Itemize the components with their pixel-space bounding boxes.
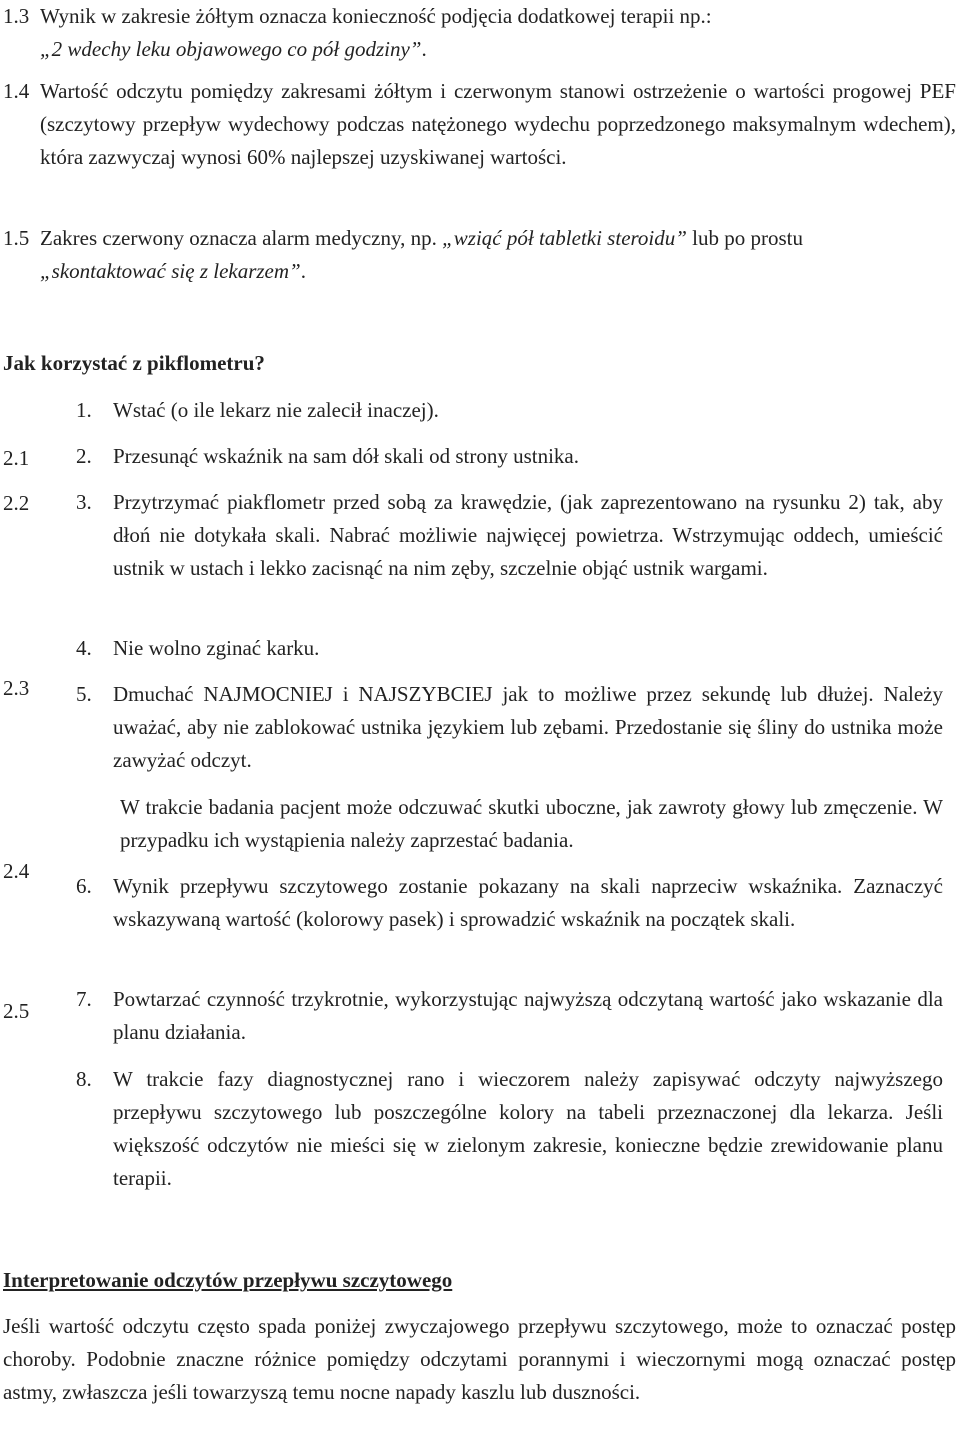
step-number: 8. — [76, 1067, 92, 1091]
step-number: 4. — [76, 636, 92, 660]
item-number: 1.5 — [3, 226, 30, 250]
section-heading: Interpretowanie odczytów przepływu szczytowego — [3, 1268, 453, 1292]
margin-label: 2.5 — [3, 999, 30, 1023]
step-text: Wstać (o ile lekarz nie zalecił inaczej). — [113, 398, 439, 422]
item-quote: „wziąć pół tabletki steroidu” — [442, 226, 687, 250]
step-text: Nie wolno zginać karku. — [113, 636, 320, 660]
item-number: 1.3 — [3, 4, 30, 28]
step-text: W trakcie fazy diagnostycznej rano i wieczorem należy zapisywać odczyty najwyższego przepływu szczytowego lub poszczególne kolory na tabeli przeznaczonej dla lekarza. Jeśli większość odczytów nie mieści się w zielonym zakresie, konieczne będzie zrewidowanie planu terapii. — [113, 1067, 943, 1190]
margin-label: 2.4 — [3, 859, 30, 883]
section-paragraph: Jeśli wartość odczytu często spada poniżej zwyczajowego przepływu szczytowego, może to oznaczać postęp choroby. Podobnie znaczne różnice pomiędzy odczytami porannymi i wieczornymi mogą oznaczać postęp astmy, zwłaszcza jeśli towarzyszą temu nocne napady kaszlu lub duszności. — [3, 1314, 956, 1404]
step-text: Powtarzać czynność trzykrotnie, wykorzystując najwyższą odczytaną wartość jako wskazanie dla planu działania. — [113, 987, 943, 1044]
step-number: 7. — [76, 987, 92, 1011]
item-text: Zakres czerwony oznacza alarm medyczny, np. „wziąć pół tabletki steroidu” lub po prostu „skontaktować się z lekarzem”. — [40, 226, 804, 283]
step-number: 3. — [76, 490, 92, 514]
step-text: Dmuchać NAJMOCNIEJ i NAJSZYBCIEJ jak to możliwe przez sekundę lub dłużej. Należy uważać, aby nie zablokować ustnika językiem lub zębami. Przedostanie się śliny do ustnika może zawyżać odczyt. — [113, 682, 943, 772]
margin-label: 2.2 — [3, 491, 30, 515]
margin-label: 2.3 — [3, 676, 30, 700]
step-note-text: W trakcie badania pacjent może odczuwać skutki uboczne, jak zawroty głowy lub zmęczenie. W przypadku ich wystąpienia należy zaprzestać badania. — [120, 795, 943, 852]
step-number: 6. — [76, 874, 92, 898]
step-number: 5. — [76, 682, 92, 706]
step-text: Wynik przepływu szczytowego zostanie pokazany na skali naprzeciw wskaźnika. Zaznaczyć wskazywaną wartość (kolorowy pasek) i sprowadzić wskaźnik na początek skali. — [113, 874, 943, 931]
item-text: Wartość odczytu pomiędzy zakresami żółtym i czerwonym stanowi ostrzeżenie o wartości progowej PEF (szczytowy przepływ wydechowy podczas natężonego wydechu poprzedzonego maksymalnym wdechem), która zazwyczaj wynosi 60% najlepszej uzyskiwanej wartości. — [40, 79, 956, 169]
item-quote: „skontaktować się z lekarzem” — [40, 259, 301, 283]
step-number: 2. — [76, 444, 92, 468]
margin-label: 2.1 — [3, 446, 30, 470]
step-text: Przesunąć wskaźnik na sam dół skali od strony ustnika. — [113, 444, 579, 468]
section-heading: Jak korzystać z pikflometru? — [3, 351, 265, 375]
document-page: 1.3 Wynik w zakresie żółtym oznacza konieczność podjęcia dodatkowej terapii np.: „2 wdechy leku objawowego co pół godziny”. 1.4 Wartość odczytu pomiędzy zakresami żółtym i czerwonym stanowi ostrzeżenie o wartości progowej PEF (szczytowy przepływ wydechowy podczas natężonego wydechu poprzedzonego maksymalnym wdechem), która zazwyczaj wynosi 60% najlepszej uzyskiwanej wartości. 1.5 Zakres czerwony oznacza alarm medyczny, np. „wziąć pół tabletki steroidu” lub po prostu „skontaktować się z lekarzem”. Jak korzystać z pikflometru? 2.1 2.2 2.3 2.4 2.5 1. Wstać (o ile lekarz nie zalecił inaczej). 2. Przesunąć wskaźnik na sam dół skali od strony ustnika. 3. Przytrzymać piakflometr przed sobą za krawędzie, (jak zaprezentowano na rysunku 2) tak, aby dłoń nie dotykała skali. Nabrać możliwie najwięcej powietrza. Wstrzymując oddech, umieścić ustnik w ustach i lekko zacisnąć na nim zęby, szczelnie objąć ustnik wargami. 4. Nie wolno zginać karku. 5. Dmuchać NAJMOCNIEJ i NAJSZYBCIEJ jak to możliwe przez sekundę lub dłużej. Należy uważać, aby nie zablokować ustnika językiem lub zębami. Przedostanie się śliny do ustnika może zawyżać odczyt. W trakcie badania pacjent może odczuwać skutki uboczne, jak zawroty głowy lub zmęczenie. W przypadku ich wystąpienia należy zaprzestać badania. 6. Wynik przepływu szczytowego zostanie pokazany na skali naprzeciw wskaźnika. Zaznaczyć wskazywaną wartość (kolorowy pasek) i sprowadzić wskaźnik na początek skali. 7. Powtarzać czynność trzykrotnie, wykorzystując najwyższą odczytaną wartość jako wskazanie dla planu działania. 8. W trakcie fazy diagnostycznej rano i wieczorem należy zapisywać odczyty najwyższego przepływu szczytowego lub poszczególne kolory na tabeli przeznaczonej dla lekarza. Jeśli większość odczytów nie mieści się w zielonym zakresie, konieczne będzie zrewidowanie planu terapii. Interpretowanie odczytów przepływu szczytowego Jeśli wartość odczytu często spada poniżej zwyczajowego przepływu szczytowego, może to oznaczać postęp choroby. Podobnie znaczne różnice pomiędzy odczytami porannymi i wieczornymi mogą oznaczać postęp astmy, zwłaszcza jeśli towarzyszą temu nocne napady kaszlu lub duszności. — [0, 0, 960, 1438]
item-text: Wynik w zakresie żółtym oznacza konieczność podjęcia dodatkowej terapii np.: — [40, 4, 712, 28]
step-number: 1. — [76, 398, 92, 422]
item-number: 1.4 — [3, 79, 30, 103]
step-text: Przytrzymać piakflometr przed sobą za krawędzie, (jak zaprezentowano na rysunku 2) tak, aby dłoń nie dotykała skali. Nabrać możliwie najwięcej powietrza. Wstrzymując oddech, umieścić ustnik w ustach i lekko zacisnąć na nim zęby, szczelnie objąć ustnik wargami. — [113, 490, 943, 580]
item-quote: „2 wdechy leku objawowego co pół godziny” — [40, 37, 422, 61]
